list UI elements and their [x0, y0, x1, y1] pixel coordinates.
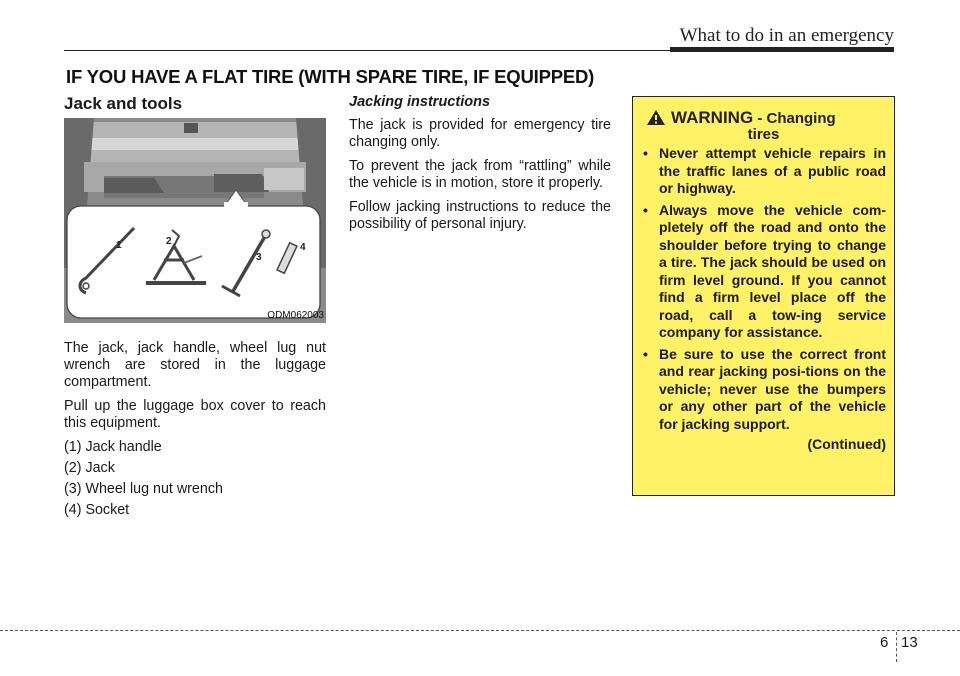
- warning-list: [633, 145, 894, 433]
- warning-header: [633, 97, 894, 145]
- footer-rule: [0, 630, 960, 631]
- jacking-instructions-heading: Jacking instructions: [349, 94, 491, 110]
- warning-continued: (Continued): [807, 436, 886, 452]
- section-title: IF YOU HAVE A FLAT TIRE (WITH SPARE TIRE, IF EQUIPPED): [66, 66, 595, 87]
- running-head: What to do in an emergency: [679, 25, 894, 46]
- callout-2: 2: [166, 236, 172, 247]
- warning-subtitle: - Changing: [753, 110, 836, 127]
- callout-3: 3: [256, 252, 262, 263]
- list-item: (1) Jack handle: [64, 439, 162, 455]
- callout-1: 1: [116, 240, 122, 251]
- paragraph: The jack is provided for emergency tire changing only.: [349, 117, 611, 150]
- list-item: (4) Socket: [64, 502, 130, 518]
- list-item: (2) Jack: [64, 460, 115, 476]
- chapter-number: 6: [880, 634, 889, 651]
- warning-item: • Never attempt vehicle repairs in the traffic lanes of a public road or highway.: [643, 145, 886, 198]
- tools-figure: [64, 118, 326, 323]
- figure-code: ODM062003: [267, 310, 324, 321]
- luggage-compartment-illustration: [64, 118, 326, 323]
- warning-label: WARNING: [671, 108, 754, 127]
- warning-triangle-icon: [646, 109, 666, 126]
- callout-4: 4: [300, 242, 306, 253]
- warning-item: • Always move the vehicle com-pletely off the road and onto the shoulder before trying to change a tire. The jack should be used on firm level ground. If you cannot find a firm level place off the road, call a tow-ing service company for assistance.: [643, 202, 886, 342]
- list-item: (3) Wheel lug nut wrench: [64, 481, 223, 497]
- paragraph: Follow jacking instructions to reduce the possibility of personal injury.: [349, 199, 611, 232]
- warning-box: [632, 96, 895, 496]
- jack-tools-body: [64, 340, 326, 523]
- warning-subtitle-line2: tires: [747, 126, 780, 143]
- jacking-instructions-body: [349, 117, 611, 240]
- page-number-separator: [896, 632, 898, 662]
- paragraph: To prevent the jack from “rattling” while the vehicle is in motion, store it properly.: [349, 158, 611, 191]
- paragraph: The jack, jack handle, wheel lug nut wrench are stored in the luggage compartment.: [64, 340, 326, 390]
- jack-tools-heading: Jack and tools: [64, 94, 183, 113]
- header-rule-accent: [670, 47, 894, 52]
- warning-item: • Be sure to use the correct front and rear jacking posi-tions on the vehicle; never use the bumpers or any other part of the vehicle for jacking support.: [643, 346, 886, 434]
- page-number: 13: [901, 634, 918, 651]
- paragraph: Pull up the luggage box cover to reach this equipment.: [64, 398, 326, 431]
